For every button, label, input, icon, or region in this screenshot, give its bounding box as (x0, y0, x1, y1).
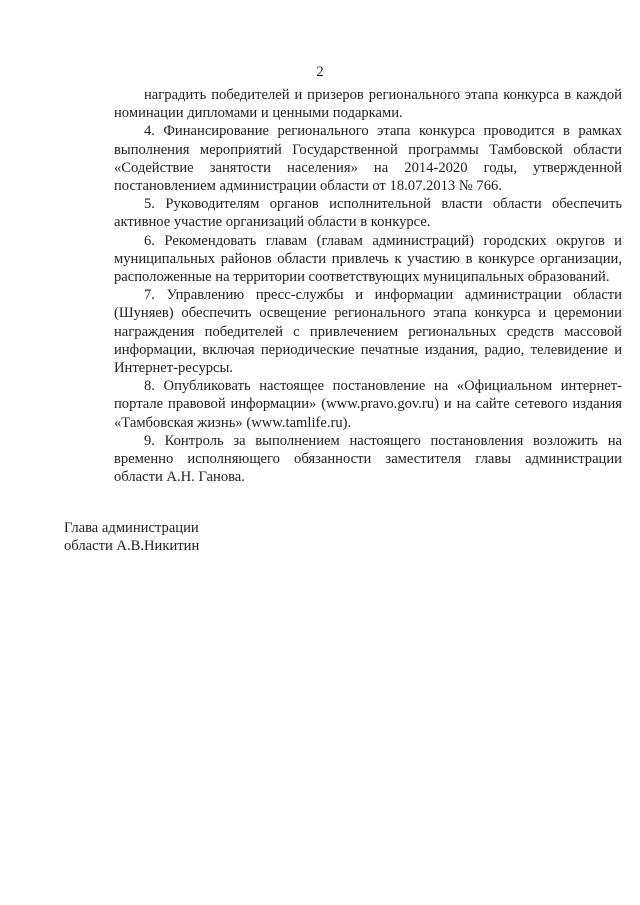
page-number: 2 (316, 64, 324, 80)
paragraph-6-recommendation: 6. Рекомендовать главам (главам администраций) городских округов и муниципальных районов области привлечь к участию в конкурсе организации, расположенные на территории соответствующих муниципальных образований. (114, 232, 622, 286)
paragraph-8-publication: 8. Опубликовать настоящее постановление на «Официальном интернет-портале правовой информации» (www.pravo.gov.ru) и на сайте сетевого издания «Тамбовская жизнь» (www.tamlife.ru). (114, 378, 622, 431)
paragraph-9-control: 9. Контроль за выполнением настоящего постановления возложить на временно исполняющего обязанности заместителя главы администрации области А.Н. Ганова. (114, 432, 622, 486)
paragraph-4-financing: 4. Финансирование регионального этапа конкурса проводится в рамках выполнения мероприятий Государственной программы Тамбовской области «Содействие занятости населения» на 2014-2020 годы, утвержденной постановлением администрации области от 18.07.2013 № 766. (114, 123, 622, 195)
signature-name: области А.В.Никитин (64, 538, 200, 555)
paragraph-5-participation: 5. Руководителям органов исполнительной власти области обеспечить активное участие организаций области в конкурсе. (114, 196, 622, 231)
document-body (114, 86, 622, 486)
signature-title: Глава администрации (64, 520, 199, 536)
signature-block (64, 519, 199, 555)
paragraph-continuation: наградить победителей и призеров регионального этапа конкурса в каждой номинации дипломами и ценными подарками. (114, 87, 622, 122)
paragraph-7-press-coverage: 7. Управлению пресс-службы и информации администрации области (Шуняев) обеспечить освещение регионального этапа конкурса и церемонии награждения победителей с привлечением региональных средств массовой информации, включая периодические печатные издания, радио, телевидение и Интернет-ресурсы. (114, 287, 622, 377)
